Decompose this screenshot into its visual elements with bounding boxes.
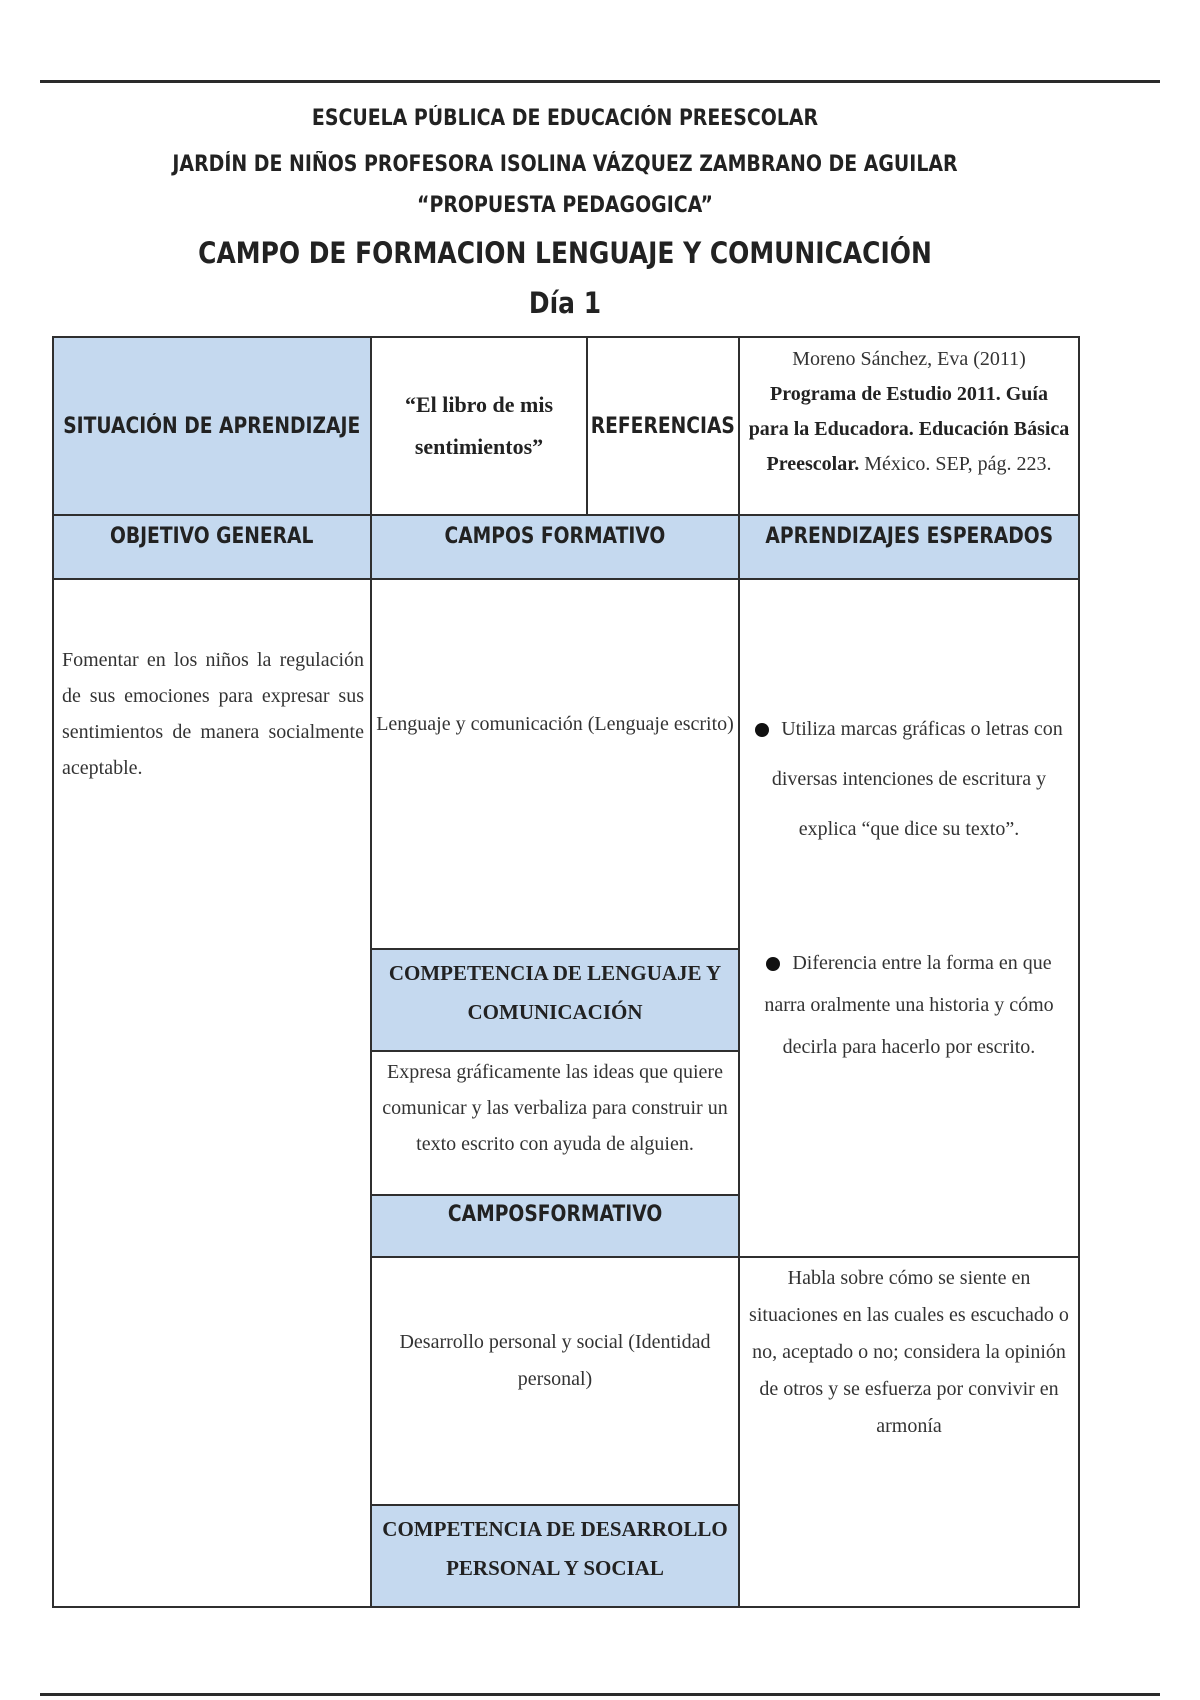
campo2-text: Desarrollo personal y social (Identidad personal) — [399, 1331, 711, 1390]
objetivo-label-cell — [52, 514, 372, 580]
proposal-title: “PROPUESTA PEDAGOGICA” — [417, 193, 713, 218]
campo1-cell — [370, 578, 740, 950]
ref-rest: México. SEP, pág. 223. — [859, 453, 1052, 475]
competencia2-label: COMPETENCIA DE DESARROLLO PERSONAL Y SOCIAL — [382, 1517, 728, 1580]
aprendizajes-cell — [738, 578, 1080, 1258]
campos2-label: CAMPOSFORMATIVO — [447, 1202, 663, 1227]
day-title: Día 1 — [528, 286, 602, 320]
campo2-cell — [370, 1256, 740, 1506]
bullet-icon — [755, 723, 769, 737]
referencias-label: REFERENCIAS — [590, 413, 736, 439]
aprendizaje3-cell — [738, 1256, 1080, 1608]
campos2-label-cell — [370, 1194, 740, 1258]
competencia1-text: Expresa gráficamente las ideas que quiere comunicar y las verbaliza para construir un texto escrito con ayuda de alguien. — [382, 1061, 728, 1155]
aprendizaje2-text: Diferencia entre la forma en que narra oralmente una historia y cómo decirla para hacerlo por escrito. — [764, 952, 1054, 1058]
objetivo-text: Fomentar en los niños la regulación de sus emociones para expresar sus sentimientos de manera socialmente aceptable. — [62, 649, 364, 779]
field-title: CAMPO DE FORMACION LENGUAJE Y COMUNICACIÓN — [198, 236, 932, 270]
objetivo-cell — [52, 578, 372, 1608]
competencia2-label-cell — [370, 1504, 740, 1608]
aprendizajes-label: APRENDIZAJES ESPERADOS — [765, 524, 1053, 549]
ref-author: Moreno Sánchez, Eva (2011) — [792, 348, 1026, 370]
aprendizaje-item-1 — [750, 704, 1068, 854]
school-name: ESCUELA PÚBLICA DE EDUCACIÓN PREESCOLAR — [311, 106, 819, 131]
aprendizaje1-text: Utiliza marcas gráficas o letras con diversas intenciones de escritura y explica “que dice su texto”. — [771, 718, 1063, 840]
top-rule — [40, 80, 1160, 83]
situacion-value-cell — [370, 336, 588, 516]
aprendizajes-label-cell — [738, 514, 1080, 580]
referencias-label-cell — [586, 336, 740, 516]
ref-title: Programa de Estudio 2011. Guía para la Educadora. Educación Básica Preescolar. — [748, 383, 1070, 475]
situacion-value: “El libro de mis sentimientos” — [404, 392, 554, 459]
kindergarten-name: JARDÍN DE NIÑOS PROFESORA ISOLINA VÁZQUEZ ZAMBRANO DE AGUILAR — [172, 152, 958, 177]
bottom-rule — [40, 1693, 1160, 1696]
competencia1-label-cell — [370, 948, 740, 1052]
referencias-cell — [738, 336, 1080, 516]
competencia1-text-cell — [370, 1050, 740, 1196]
competencia1-label: COMPETENCIA DE LENGUAJE Y COMUNICACIÓN — [388, 961, 722, 1024]
referencias-text — [748, 342, 1070, 482]
aprendizaje3-text: Habla sobre cómo se siente en situaciones en las cuales es escuchado o no, aceptado o no; considera la opinión de otros y se esfuerza por convivir en armonía — [749, 1267, 1069, 1437]
situacion-label: SITUACIÓN DE APRENDIZAJE — [63, 413, 361, 439]
situacion-label-cell — [52, 336, 372, 516]
bullet-icon — [766, 957, 780, 971]
campos-label-cell — [370, 514, 740, 580]
objetivo-label: OBJETIVO GENERAL — [110, 524, 314, 549]
campos-label: CAMPOS FORMATIVO — [444, 524, 666, 549]
campo1-text: Lenguaje y comunicación (Lenguaje escrito) — [376, 713, 734, 735]
aprendizaje-item-2 — [750, 942, 1068, 1068]
